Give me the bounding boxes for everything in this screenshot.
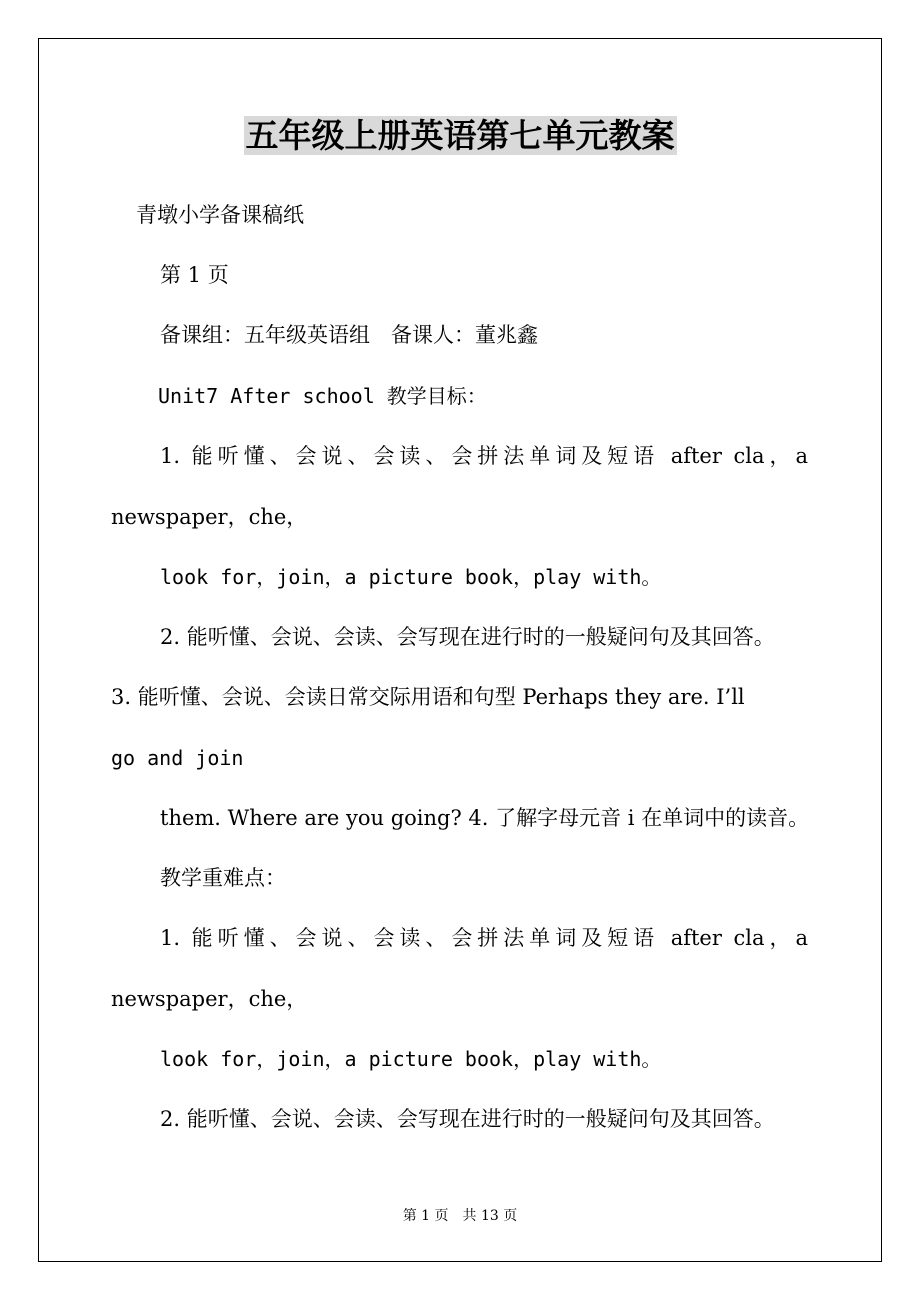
key-points-heading: 教学重难点： bbox=[160, 866, 286, 890]
objective-2-line: 2. 能听懂、会说、会读、会写现在进行时的一般疑问句及其回答。 bbox=[160, 625, 775, 649]
key-point-1-continued: newspaper，che， bbox=[111, 987, 308, 1011]
objective-1-line: 1. 能听懂、会说、会读、会拼法单词及短语 after cla，a bbox=[160, 444, 808, 468]
prep-group-line: 备课组：五年级英语组 备课人：董兆鑫 bbox=[160, 323, 538, 347]
objective-1-continued: newspaper，che， bbox=[111, 505, 308, 529]
page-footer: 第 1 页 共 13 页 bbox=[402, 1208, 518, 1224]
objective-1-phrases: look for，join，a picture book，play with。 bbox=[160, 565, 662, 589]
key-point-1-line: 1. 能听懂、会说、会读、会拼法单词及短语 after cla，a bbox=[160, 926, 808, 950]
objective-3-continued: go and join bbox=[111, 746, 244, 770]
page-number-line: 第 1 页 bbox=[160, 263, 229, 287]
title-text: 五年级上册英语第七单元教案 bbox=[245, 116, 675, 155]
key-point-2-line: 2. 能听懂、会说、会读、会写现在进行时的一般疑问句及其回答。 bbox=[160, 1107, 775, 1131]
school-name-line: 青墩小学备课稿纸 bbox=[136, 203, 304, 227]
document-title bbox=[0, 112, 920, 160]
objective-3-line: 3. 能听懂、会说、会读日常交际用语和句型 Perhaps they are. I’ll bbox=[111, 685, 745, 709]
objective-3-4-line: them. Where are you going? 4. 了解字母元音 i 在单词中的读音。 bbox=[160, 806, 810, 830]
unit-objective-line: Unit7 After school 教学目标： bbox=[158, 384, 487, 408]
key-point-1-phrases: look for，join，a picture book，play with。 bbox=[160, 1047, 662, 1071]
